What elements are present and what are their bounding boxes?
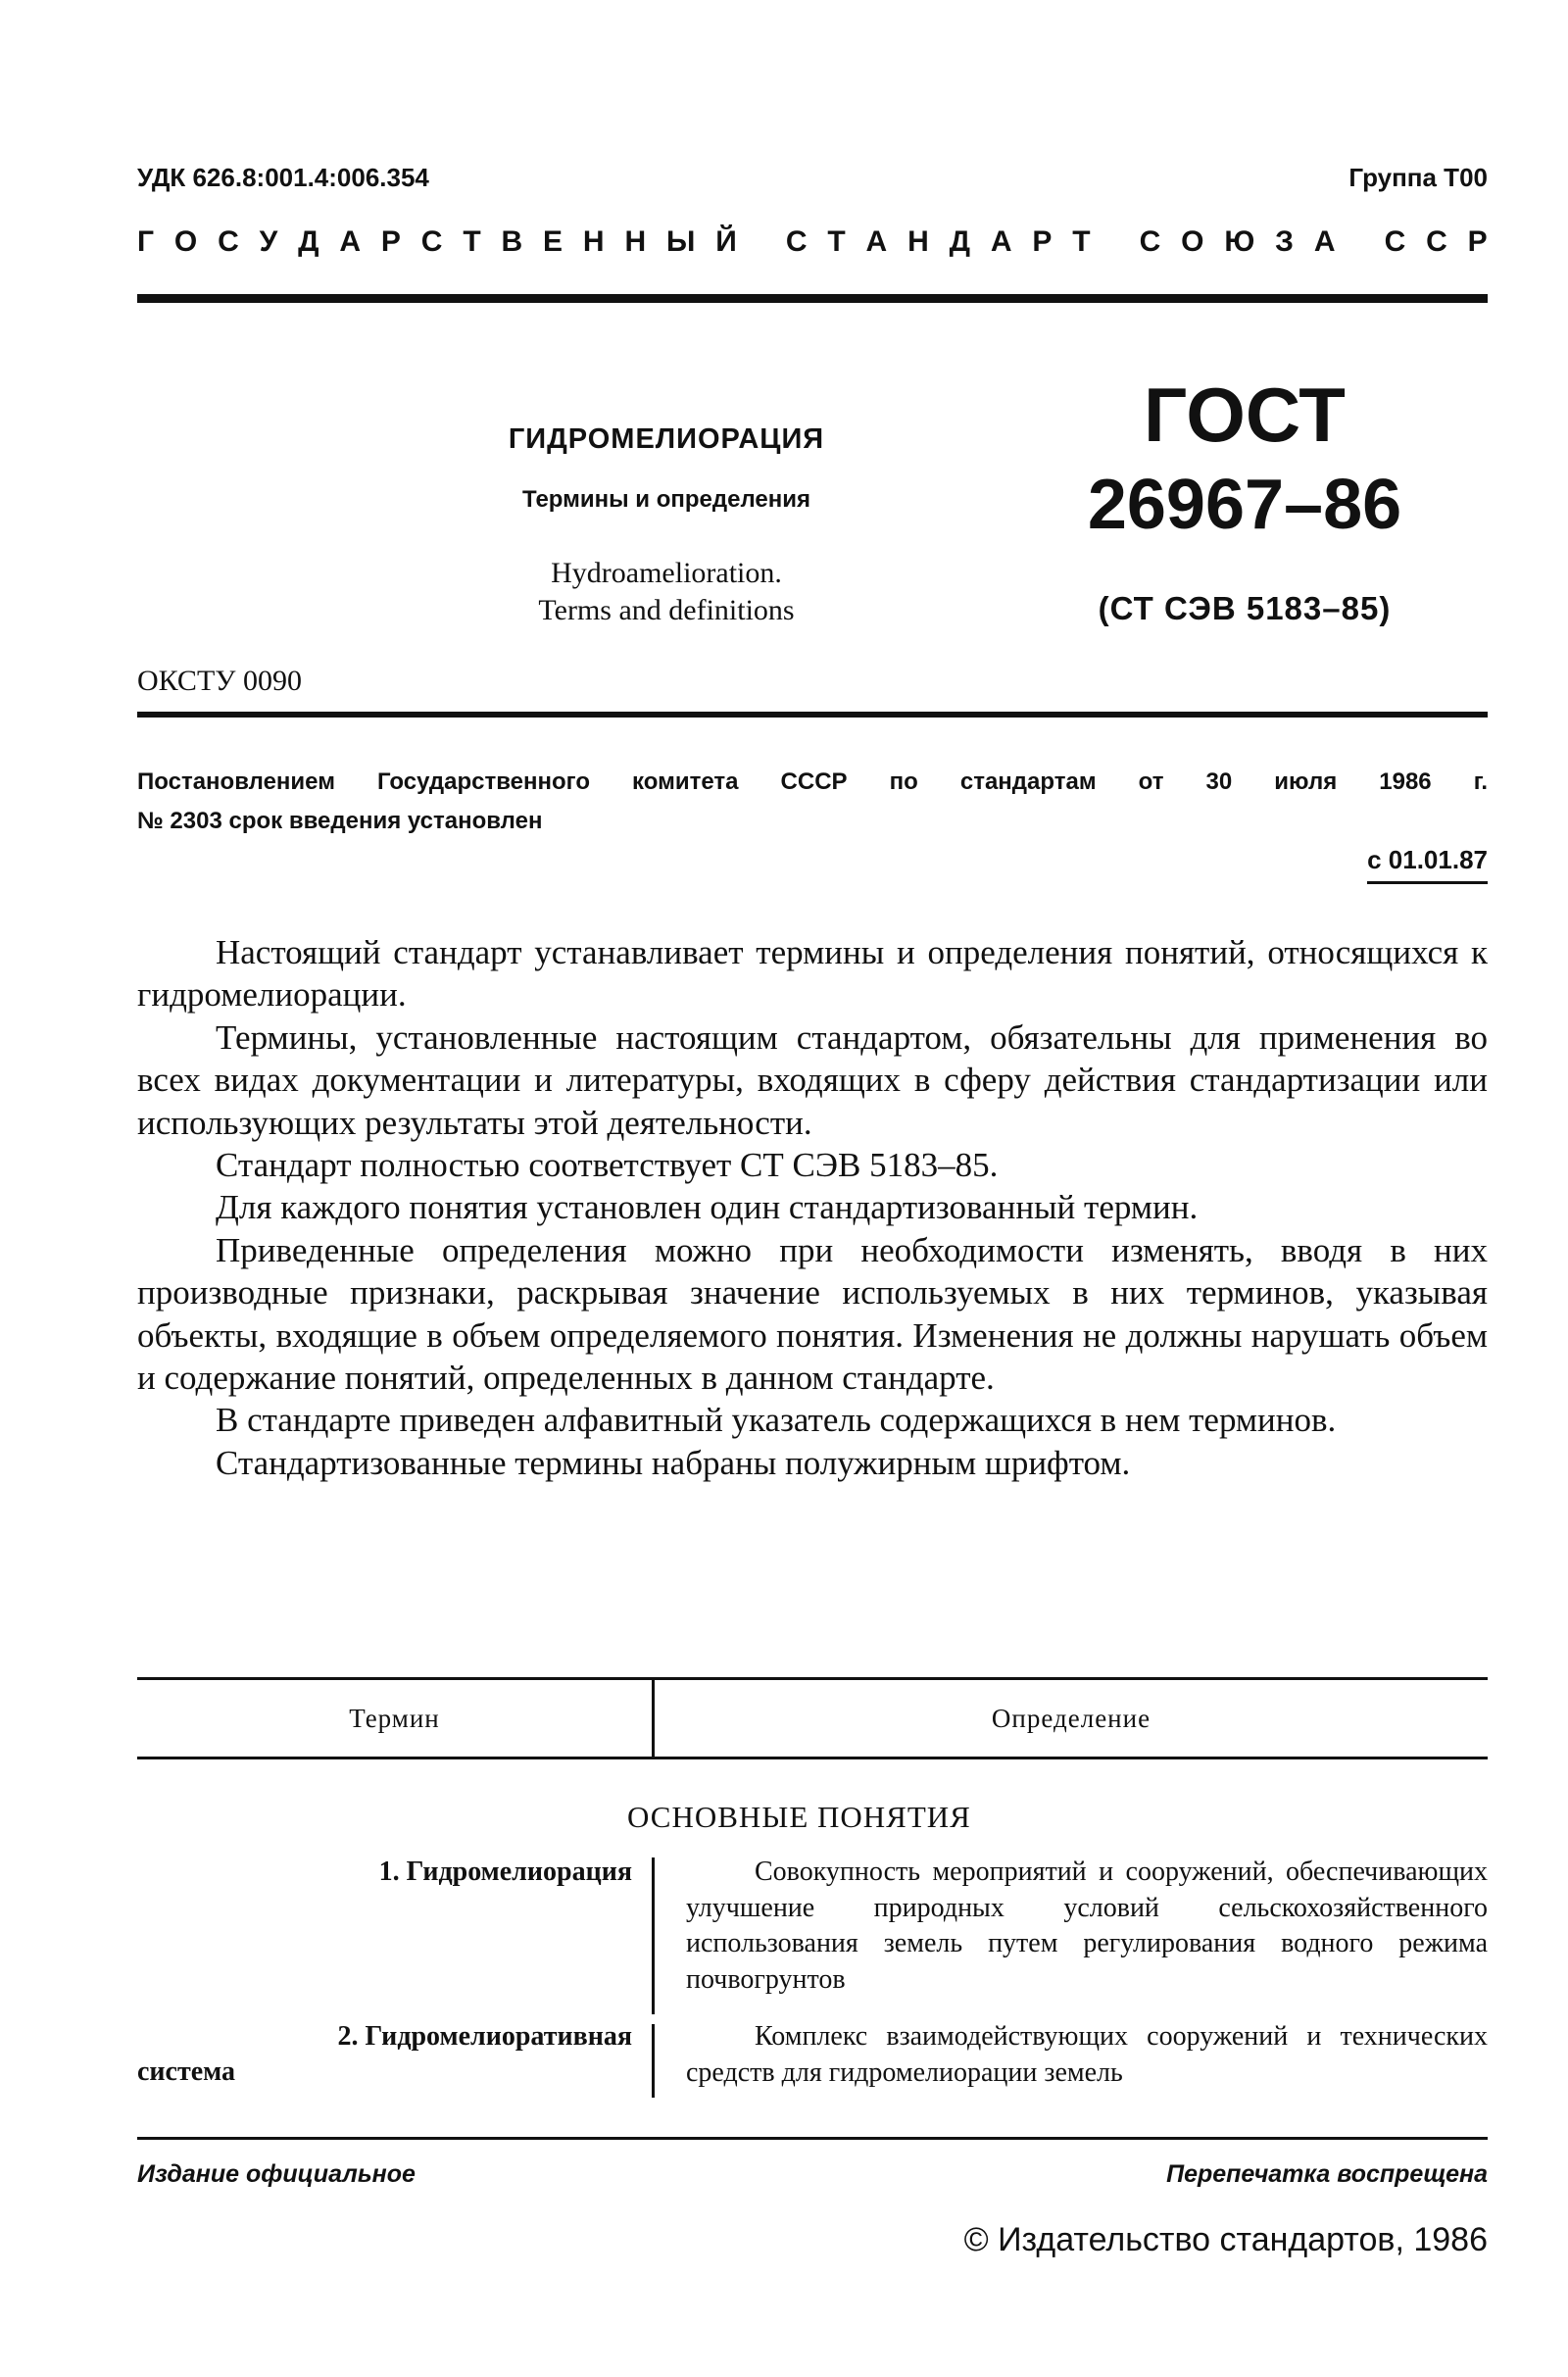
top-rule [137,294,1488,303]
table-row-term: 2. Гидромелиоративная [337,2021,632,2052]
state-standard-letter: Т [1072,225,1091,258]
edition-note: Издание официальное [137,2160,416,2188]
document-title: ГИДРОМЕЛИОРАЦИЯ [508,423,825,455]
table-header-bottom-rule [137,1757,1488,1759]
gost-number: 26967–86 [1087,466,1402,544]
gost-label: ГОСТ [1144,371,1346,458]
udk-code: УДК 626.8:001.4:006.354 [137,163,429,192]
state-standard-letter [758,225,765,259]
state-standard-letter: Н [624,225,647,258]
body-paragraph: Стандарт полностью соответствует СТ СЭВ 5183–85. [216,1146,999,1185]
table-row-definition [686,1855,1488,1998]
body-text [137,931,1488,1484]
state-standard-letter: Т [463,225,481,258]
table-header-term: Термин [349,1704,440,1733]
state-standard-letter: З [1275,225,1294,258]
state-standard-letter: С [1139,225,1161,258]
table-top-rule [137,1677,1488,1680]
intro-date: с 01.01.87 [1367,845,1488,884]
state-standard-letter: Й [715,225,737,258]
body-paragraph: Приведенные определения можно при необходимости изменять, вводя в них производные признаки, раскрывая значение используемых в них терминов, указывая объекты, входящие в объем определяемого понятия. Изменения не должны нарушать объем и содержание понятий, определенных в данном стандарте. [137,1230,1488,1398]
state-standard-letter: Р [1467,225,1488,258]
body-paragraph: Для каждого понятия установлен один стандартизованный термин. [216,1188,1199,1227]
table-row-definition [686,2019,1488,2091]
okstu-code: ОКСТУ 0090 [137,665,303,697]
table-row-divider [652,2024,655,2098]
state-standard-letter: Ю [1224,225,1255,258]
state-standard-letter: О [173,225,198,258]
state-standard-letter: А [339,225,362,258]
state-standard-letter: С [785,225,808,258]
body-paragraph: В стандарте приведен алфавитный указатель содержащихся в нем терминов. [216,1401,1337,1440]
state-standard-letter: С [218,225,239,258]
state-standard-letter: С [1426,225,1447,258]
bottom-rule [137,2137,1488,2140]
publisher-copyright: © Издательство стандартов, 1986 [963,2221,1488,2258]
table-row-divider [652,1857,655,2014]
state-standard-letter: А [865,225,888,258]
st-sev-reference: (СТ СЭВ 5183–85) [1098,590,1392,626]
table-row-term-continuation: система [137,2056,236,2087]
state-standard-letter [1355,225,1363,259]
state-standard-letter [1110,225,1118,259]
body-paragraph: Настоящий стандарт устанавливает термины и определения понятий, относящихся к гидромелиорации. [137,933,1488,1015]
definition-text: Совокупность мероприятий и сооружений, обеспечивающих улучшение природных условий сельскохозяйственного использования земель путем регулирования водного режима почвогрунтов [686,1857,1488,1995]
state-standard-letter: Д [298,225,319,258]
state-standard-letter: Д [949,225,970,258]
state-standard-letter: В [501,225,523,258]
decree-line1: Постановлением Государственного комитета СССР по стандартам от 30 июля 1986 г. [137,768,1488,795]
state-standard-letter: Н [907,225,929,258]
state-standard-letter: А [1313,225,1336,258]
middle-rule [137,712,1488,718]
body-paragraph: Стандартизованные термины набраны полужирным шрифтом. [216,1443,1131,1482]
state-standard-heading [137,225,1488,259]
state-standard-letter: Р [1032,225,1053,258]
body-paragraph: Термины, установленные настоящим стандартом, обязательны для применения во всех видах документации и литературы, входящих в сферу действия стандартизации или использующих результаты этой деятельности. [137,1017,1488,1142]
state-standard-letter: О [1181,225,1204,258]
state-standard-letter: Ы [665,225,696,258]
state-standard-letter: Е [543,225,564,258]
state-standard-letter: Т [827,225,846,258]
decree-line2: № 2303 срок введения установлен [137,808,543,834]
reprint-note: Перепечатка воспрещена [1166,2160,1488,2188]
english-title-line1: Hydroamelioration. [551,557,782,589]
state-standard-letter: Р [380,225,401,258]
english-title-line2: Terms and definitions [538,594,795,626]
state-standard-letter: А [990,225,1012,258]
section-title: ОСНОВНЫЕ ПОНЯТИЯ [627,1800,971,1834]
definition-text: Комплекс взаимодействующих сооружений и технических средств для гидромелиорации земель [686,2021,1488,2088]
state-standard-letter: У [259,225,278,258]
table-header-definition: Определение [991,1704,1152,1733]
state-standard-letter: Г [137,225,155,258]
state-standard-letter: С [1384,225,1406,258]
state-standard-letter: Н [582,225,605,258]
state-standard-letter: С [420,225,443,258]
table-row-term: 1. Гидромелиорация [378,1857,632,1887]
group-code: Группа Т00 [1348,163,1488,192]
document-subtitle: Термины и определения [521,486,811,513]
